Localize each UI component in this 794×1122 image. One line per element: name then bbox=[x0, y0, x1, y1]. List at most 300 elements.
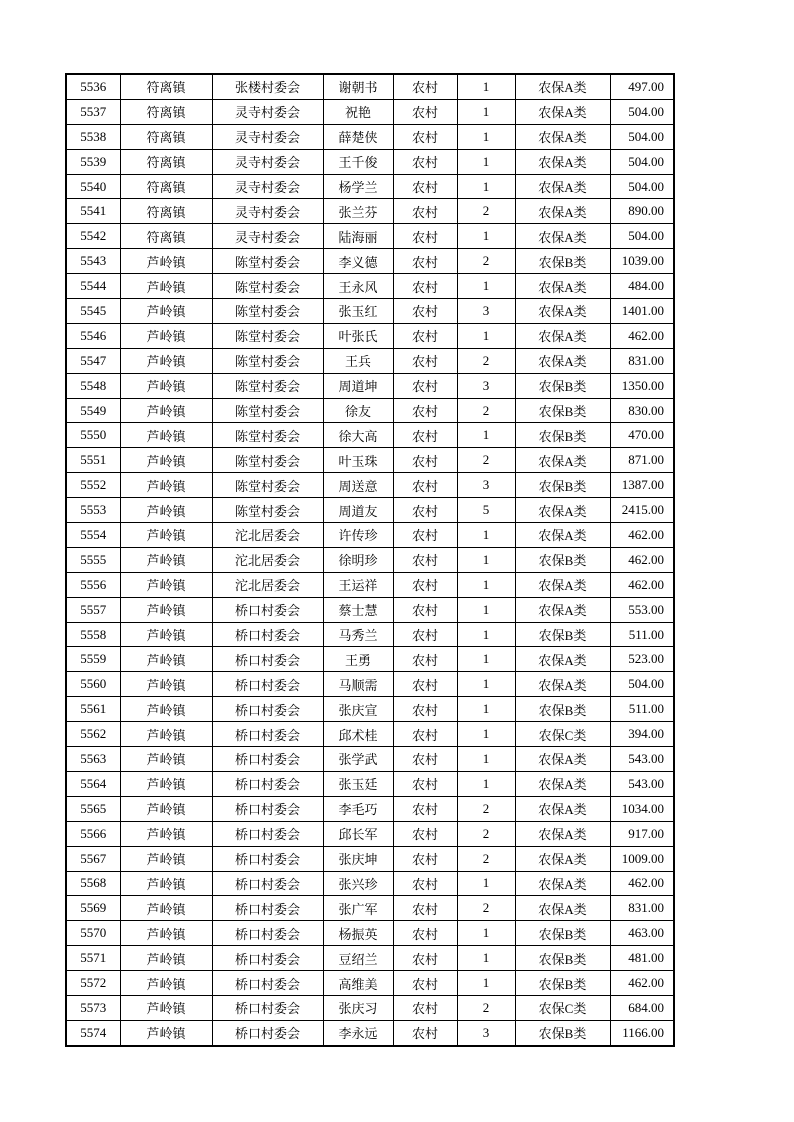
cell-village-committee: 桥口村委会 bbox=[212, 995, 323, 1020]
cell-person-name: 陆海丽 bbox=[323, 224, 393, 249]
cell-insurance-category: 农保A类 bbox=[515, 672, 610, 697]
cell-amount: 504.00 bbox=[610, 124, 674, 149]
cell-person-count: 2 bbox=[457, 199, 515, 224]
cell-person-count: 1 bbox=[457, 323, 515, 348]
cell-person-name: 张广军 bbox=[323, 896, 393, 921]
table-row bbox=[66, 274, 674, 299]
table-row bbox=[66, 647, 674, 672]
cell-serial-number: 5561 bbox=[66, 697, 120, 722]
cell-serial-number: 5570 bbox=[66, 921, 120, 946]
cell-serial-number: 5562 bbox=[66, 722, 120, 747]
cell-person-name: 高维美 bbox=[323, 971, 393, 996]
cell-household-type: 农村 bbox=[393, 74, 457, 99]
cell-village-committee: 陈堂村委会 bbox=[212, 299, 323, 324]
table-row bbox=[66, 921, 674, 946]
cell-town: 芦岭镇 bbox=[120, 274, 212, 299]
cell-household-type: 农村 bbox=[393, 249, 457, 274]
cell-person-count: 2 bbox=[457, 846, 515, 871]
cell-town: 芦岭镇 bbox=[120, 1020, 212, 1045]
cell-serial-number: 5543 bbox=[66, 249, 120, 274]
cell-person-name: 李义德 bbox=[323, 249, 393, 274]
table-row bbox=[66, 448, 674, 473]
cell-person-count: 3 bbox=[457, 373, 515, 398]
cell-serial-number: 5557 bbox=[66, 597, 120, 622]
cell-town: 符离镇 bbox=[120, 199, 212, 224]
cell-person-count: 1 bbox=[457, 423, 515, 448]
cell-serial-number: 5536 bbox=[66, 74, 120, 99]
cell-amount: 511.00 bbox=[610, 697, 674, 722]
cell-person-count: 1 bbox=[457, 622, 515, 647]
cell-serial-number: 5563 bbox=[66, 747, 120, 772]
cell-household-type: 农村 bbox=[393, 323, 457, 348]
cell-person-name: 杨学兰 bbox=[323, 174, 393, 199]
cell-household-type: 农村 bbox=[393, 871, 457, 896]
cell-town: 芦岭镇 bbox=[120, 722, 212, 747]
cell-insurance-category: 农保A类 bbox=[515, 348, 610, 373]
cell-insurance-category: 农保A类 bbox=[515, 747, 610, 772]
cell-village-committee: 陈堂村委会 bbox=[212, 423, 323, 448]
table-row bbox=[66, 971, 674, 996]
cell-town: 符离镇 bbox=[120, 124, 212, 149]
table-row bbox=[66, 523, 674, 548]
cell-person-name: 张兰芬 bbox=[323, 199, 393, 224]
cell-household-type: 农村 bbox=[393, 821, 457, 846]
cell-person-name: 谢朝书 bbox=[323, 74, 393, 99]
cell-serial-number: 5553 bbox=[66, 498, 120, 523]
cell-town: 符离镇 bbox=[120, 174, 212, 199]
cell-person-name: 叶张氏 bbox=[323, 323, 393, 348]
cell-amount: 831.00 bbox=[610, 896, 674, 921]
cell-insurance-category: 农保A类 bbox=[515, 224, 610, 249]
cell-village-committee: 灵寺村委会 bbox=[212, 199, 323, 224]
cell-insurance-category: 农保A类 bbox=[515, 896, 610, 921]
cell-person-count: 1 bbox=[457, 871, 515, 896]
cell-person-name: 张学武 bbox=[323, 747, 393, 772]
cell-serial-number: 5560 bbox=[66, 672, 120, 697]
cell-serial-number: 5564 bbox=[66, 771, 120, 796]
cell-amount: 504.00 bbox=[610, 149, 674, 174]
cell-insurance-category: 农保A类 bbox=[515, 523, 610, 548]
cell-town: 芦岭镇 bbox=[120, 473, 212, 498]
cell-person-count: 2 bbox=[457, 448, 515, 473]
cell-person-count: 1 bbox=[457, 697, 515, 722]
cell-village-committee: 桥口村委会 bbox=[212, 771, 323, 796]
cell-person-name: 马秀兰 bbox=[323, 622, 393, 647]
table-row bbox=[66, 373, 674, 398]
cell-serial-number: 5542 bbox=[66, 224, 120, 249]
table-row bbox=[66, 771, 674, 796]
cell-village-committee: 陈堂村委会 bbox=[212, 373, 323, 398]
cell-village-committee: 灵寺村委会 bbox=[212, 99, 323, 124]
cell-person-name: 徐大高 bbox=[323, 423, 393, 448]
cell-serial-number: 5574 bbox=[66, 1020, 120, 1045]
cell-person-name: 张兴珍 bbox=[323, 871, 393, 896]
cell-person-name: 许传珍 bbox=[323, 523, 393, 548]
cell-village-committee: 桥口村委会 bbox=[212, 896, 323, 921]
cell-amount: 484.00 bbox=[610, 274, 674, 299]
cell-amount: 394.00 bbox=[610, 722, 674, 747]
cell-serial-number: 5568 bbox=[66, 871, 120, 896]
cell-insurance-category: 农保A类 bbox=[515, 124, 610, 149]
cell-insurance-category: 农保A类 bbox=[515, 846, 610, 871]
cell-person-count: 1 bbox=[457, 99, 515, 124]
cell-town: 芦岭镇 bbox=[120, 796, 212, 821]
cell-town: 芦岭镇 bbox=[120, 523, 212, 548]
cell-person-name: 徐明珍 bbox=[323, 547, 393, 572]
cell-person-count: 2 bbox=[457, 348, 515, 373]
cell-insurance-category: 农保A类 bbox=[515, 174, 610, 199]
table-row bbox=[66, 224, 674, 249]
table-row bbox=[66, 572, 674, 597]
cell-insurance-category: 农保C类 bbox=[515, 722, 610, 747]
cell-town: 芦岭镇 bbox=[120, 946, 212, 971]
cell-amount: 470.00 bbox=[610, 423, 674, 448]
cell-insurance-category: 农保C类 bbox=[515, 995, 610, 1020]
cell-person-count: 2 bbox=[457, 821, 515, 846]
cell-serial-number: 5565 bbox=[66, 796, 120, 821]
table-row bbox=[66, 995, 674, 1020]
cell-person-count: 1 bbox=[457, 722, 515, 747]
cell-serial-number: 5552 bbox=[66, 473, 120, 498]
cell-town: 芦岭镇 bbox=[120, 547, 212, 572]
cell-town: 芦岭镇 bbox=[120, 423, 212, 448]
cell-insurance-category: 农保A类 bbox=[515, 448, 610, 473]
cell-person-name: 王千俊 bbox=[323, 149, 393, 174]
cell-amount: 830.00 bbox=[610, 398, 674, 423]
cell-village-committee: 沱北居委会 bbox=[212, 547, 323, 572]
cell-household-type: 农村 bbox=[393, 547, 457, 572]
cell-serial-number: 5538 bbox=[66, 124, 120, 149]
cell-town: 芦岭镇 bbox=[120, 597, 212, 622]
cell-person-count: 1 bbox=[457, 597, 515, 622]
cell-village-committee: 陈堂村委会 bbox=[212, 473, 323, 498]
cell-serial-number: 5547 bbox=[66, 348, 120, 373]
cell-town: 芦岭镇 bbox=[120, 672, 212, 697]
cell-amount: 1166.00 bbox=[610, 1020, 674, 1045]
cell-person-name: 叶玉珠 bbox=[323, 448, 393, 473]
cell-person-count: 1 bbox=[457, 647, 515, 672]
cell-village-committee: 桥口村委会 bbox=[212, 1020, 323, 1045]
cell-amount: 871.00 bbox=[610, 448, 674, 473]
table-row bbox=[66, 423, 674, 448]
cell-insurance-category: 农保B类 bbox=[515, 423, 610, 448]
cell-person-name: 王兵 bbox=[323, 348, 393, 373]
cell-person-count: 1 bbox=[457, 747, 515, 772]
cell-amount: 890.00 bbox=[610, 199, 674, 224]
table-body bbox=[66, 74, 674, 1046]
cell-person-count: 3 bbox=[457, 473, 515, 498]
cell-insurance-category: 农保A类 bbox=[515, 99, 610, 124]
cell-amount: 831.00 bbox=[610, 348, 674, 373]
table-row bbox=[66, 74, 674, 99]
cell-village-committee: 陈堂村委会 bbox=[212, 398, 323, 423]
cell-person-count: 1 bbox=[457, 174, 515, 199]
cell-amount: 462.00 bbox=[610, 547, 674, 572]
cell-household-type: 农村 bbox=[393, 448, 457, 473]
cell-village-committee: 桥口村委会 bbox=[212, 921, 323, 946]
cell-person-name: 徐友 bbox=[323, 398, 393, 423]
cell-amount: 1350.00 bbox=[610, 373, 674, 398]
cell-insurance-category: 农保A类 bbox=[515, 597, 610, 622]
cell-household-type: 农村 bbox=[393, 124, 457, 149]
cell-amount: 2415.00 bbox=[610, 498, 674, 523]
cell-village-committee: 张楼村委会 bbox=[212, 74, 323, 99]
cell-insurance-category: 农保A类 bbox=[515, 149, 610, 174]
cell-person-count: 1 bbox=[457, 672, 515, 697]
cell-person-name: 马顺需 bbox=[323, 672, 393, 697]
cell-person-name: 周道友 bbox=[323, 498, 393, 523]
cell-serial-number: 5559 bbox=[66, 647, 120, 672]
cell-town: 芦岭镇 bbox=[120, 622, 212, 647]
cell-town: 芦岭镇 bbox=[120, 398, 212, 423]
cell-amount: 504.00 bbox=[610, 672, 674, 697]
cell-serial-number: 5554 bbox=[66, 523, 120, 548]
cell-town: 符离镇 bbox=[120, 74, 212, 99]
cell-amount: 684.00 bbox=[610, 995, 674, 1020]
cell-town: 芦岭镇 bbox=[120, 921, 212, 946]
cell-insurance-category: 农保A类 bbox=[515, 274, 610, 299]
cell-person-name: 张玉廷 bbox=[323, 771, 393, 796]
cell-household-type: 农村 bbox=[393, 99, 457, 124]
cell-village-committee: 灵寺村委会 bbox=[212, 174, 323, 199]
cell-amount: 462.00 bbox=[610, 871, 674, 896]
table-row bbox=[66, 846, 674, 871]
cell-insurance-category: 农保B类 bbox=[515, 971, 610, 996]
cell-household-type: 农村 bbox=[393, 423, 457, 448]
table-row bbox=[66, 299, 674, 324]
cell-town: 符离镇 bbox=[120, 149, 212, 174]
table-row bbox=[66, 249, 674, 274]
cell-household-type: 农村 bbox=[393, 373, 457, 398]
cell-insurance-category: 农保A类 bbox=[515, 199, 610, 224]
cell-town: 芦岭镇 bbox=[120, 323, 212, 348]
cell-household-type: 农村 bbox=[393, 672, 457, 697]
cell-person-count: 2 bbox=[457, 995, 515, 1020]
table-row bbox=[66, 946, 674, 971]
cell-insurance-category: 农保A类 bbox=[515, 771, 610, 796]
cell-household-type: 农村 bbox=[393, 498, 457, 523]
table-row bbox=[66, 498, 674, 523]
cell-person-name: 豆绍兰 bbox=[323, 946, 393, 971]
cell-village-committee: 桥口村委会 bbox=[212, 622, 323, 647]
cell-household-type: 农村 bbox=[393, 224, 457, 249]
table-row bbox=[66, 323, 674, 348]
cell-village-committee: 灵寺村委会 bbox=[212, 149, 323, 174]
cell-insurance-category: 农保B类 bbox=[515, 398, 610, 423]
cell-person-count: 3 bbox=[457, 299, 515, 324]
cell-serial-number: 5546 bbox=[66, 323, 120, 348]
cell-village-committee: 桥口村委会 bbox=[212, 846, 323, 871]
cell-village-committee: 陈堂村委会 bbox=[212, 348, 323, 373]
cell-person-count: 1 bbox=[457, 74, 515, 99]
cell-village-committee: 桥口村委会 bbox=[212, 747, 323, 772]
cell-insurance-category: 农保B类 bbox=[515, 1020, 610, 1045]
table-row bbox=[66, 697, 674, 722]
cell-serial-number: 5566 bbox=[66, 821, 120, 846]
cell-insurance-category: 农保A类 bbox=[515, 871, 610, 896]
table-row bbox=[66, 672, 674, 697]
cell-town: 芦岭镇 bbox=[120, 572, 212, 597]
cell-person-count: 1 bbox=[457, 771, 515, 796]
cell-village-committee: 陈堂村委会 bbox=[212, 498, 323, 523]
cell-household-type: 农村 bbox=[393, 697, 457, 722]
cell-town: 芦岭镇 bbox=[120, 896, 212, 921]
cell-person-name: 祝艳 bbox=[323, 99, 393, 124]
cell-town: 芦岭镇 bbox=[120, 373, 212, 398]
cell-serial-number: 5541 bbox=[66, 199, 120, 224]
cell-household-type: 农村 bbox=[393, 771, 457, 796]
cell-serial-number: 5569 bbox=[66, 896, 120, 921]
cell-person-count: 2 bbox=[457, 398, 515, 423]
cell-person-name: 蔡士慧 bbox=[323, 597, 393, 622]
table-row bbox=[66, 622, 674, 647]
cell-person-count: 1 bbox=[457, 224, 515, 249]
cell-insurance-category: 农保A类 bbox=[515, 796, 610, 821]
cell-village-committee: 桥口村委会 bbox=[212, 722, 323, 747]
cell-insurance-category: 农保B类 bbox=[515, 921, 610, 946]
cell-person-name: 张庆习 bbox=[323, 995, 393, 1020]
cell-amount: 1387.00 bbox=[610, 473, 674, 498]
cell-village-committee: 陈堂村委会 bbox=[212, 274, 323, 299]
cell-serial-number: 5540 bbox=[66, 174, 120, 199]
cell-amount: 511.00 bbox=[610, 622, 674, 647]
cell-amount: 462.00 bbox=[610, 323, 674, 348]
cell-town: 芦岭镇 bbox=[120, 771, 212, 796]
cell-amount: 1401.00 bbox=[610, 299, 674, 324]
cell-person-name: 薛楚侠 bbox=[323, 124, 393, 149]
table-row bbox=[66, 348, 674, 373]
benefits-table bbox=[65, 73, 675, 1047]
cell-household-type: 农村 bbox=[393, 796, 457, 821]
cell-town: 芦岭镇 bbox=[120, 971, 212, 996]
table-row bbox=[66, 174, 674, 199]
table-row bbox=[66, 871, 674, 896]
table-row bbox=[66, 149, 674, 174]
cell-town: 芦岭镇 bbox=[120, 846, 212, 871]
cell-household-type: 农村 bbox=[393, 896, 457, 921]
cell-insurance-category: 农保A类 bbox=[515, 498, 610, 523]
cell-amount: 462.00 bbox=[610, 523, 674, 548]
cell-amount: 504.00 bbox=[610, 174, 674, 199]
cell-household-type: 农村 bbox=[393, 1020, 457, 1045]
cell-town: 芦岭镇 bbox=[120, 995, 212, 1020]
cell-town: 芦岭镇 bbox=[120, 821, 212, 846]
cell-amount: 504.00 bbox=[610, 224, 674, 249]
cell-household-type: 农村 bbox=[393, 149, 457, 174]
table-row bbox=[66, 722, 674, 747]
table-row bbox=[66, 747, 674, 772]
table-row bbox=[66, 398, 674, 423]
cell-person-count: 2 bbox=[457, 796, 515, 821]
cell-serial-number: 5571 bbox=[66, 946, 120, 971]
cell-town: 芦岭镇 bbox=[120, 299, 212, 324]
cell-village-committee: 灵寺村委会 bbox=[212, 124, 323, 149]
cell-amount: 917.00 bbox=[610, 821, 674, 846]
cell-person-name: 张玉红 bbox=[323, 299, 393, 324]
cell-person-count: 1 bbox=[457, 572, 515, 597]
cell-person-name: 张庆坤 bbox=[323, 846, 393, 871]
cell-person-name: 周送意 bbox=[323, 473, 393, 498]
cell-town: 芦岭镇 bbox=[120, 348, 212, 373]
table-row bbox=[66, 473, 674, 498]
cell-amount: 463.00 bbox=[610, 921, 674, 946]
cell-village-committee: 桥口村委会 bbox=[212, 796, 323, 821]
cell-town: 芦岭镇 bbox=[120, 747, 212, 772]
table-row bbox=[66, 199, 674, 224]
cell-insurance-category: 农保A类 bbox=[515, 821, 610, 846]
cell-serial-number: 5556 bbox=[66, 572, 120, 597]
cell-village-committee: 桥口村委会 bbox=[212, 672, 323, 697]
cell-person-name: 李永远 bbox=[323, 1020, 393, 1045]
cell-town: 芦岭镇 bbox=[120, 448, 212, 473]
cell-household-type: 农村 bbox=[393, 174, 457, 199]
cell-person-count: 1 bbox=[457, 971, 515, 996]
cell-village-committee: 桥口村委会 bbox=[212, 647, 323, 672]
cell-insurance-category: 农保A类 bbox=[515, 74, 610, 99]
cell-person-count: 1 bbox=[457, 523, 515, 548]
cell-person-name: 周道坤 bbox=[323, 373, 393, 398]
cell-household-type: 农村 bbox=[393, 747, 457, 772]
cell-household-type: 农村 bbox=[393, 199, 457, 224]
table-row bbox=[66, 896, 674, 921]
cell-serial-number: 5567 bbox=[66, 846, 120, 871]
cell-amount: 543.00 bbox=[610, 771, 674, 796]
cell-person-count: 3 bbox=[457, 1020, 515, 1045]
cell-insurance-category: 农保B类 bbox=[515, 373, 610, 398]
cell-insurance-category: 农保B类 bbox=[515, 622, 610, 647]
cell-household-type: 农村 bbox=[393, 572, 457, 597]
cell-household-type: 农村 bbox=[393, 348, 457, 373]
cell-insurance-category: 农保A类 bbox=[515, 572, 610, 597]
cell-insurance-category: 农保A类 bbox=[515, 323, 610, 348]
cell-town: 芦岭镇 bbox=[120, 647, 212, 672]
cell-village-committee: 桥口村委会 bbox=[212, 697, 323, 722]
cell-household-type: 农村 bbox=[393, 647, 457, 672]
cell-serial-number: 5572 bbox=[66, 971, 120, 996]
cell-village-committee: 桥口村委会 bbox=[212, 597, 323, 622]
cell-person-name: 王永风 bbox=[323, 274, 393, 299]
table-row bbox=[66, 99, 674, 124]
cell-household-type: 农村 bbox=[393, 597, 457, 622]
cell-town: 符离镇 bbox=[120, 224, 212, 249]
cell-insurance-category: 农保B类 bbox=[515, 473, 610, 498]
cell-serial-number: 5545 bbox=[66, 299, 120, 324]
cell-amount: 504.00 bbox=[610, 99, 674, 124]
cell-person-name: 邱长军 bbox=[323, 821, 393, 846]
table-row bbox=[66, 547, 674, 572]
cell-village-committee: 陈堂村委会 bbox=[212, 448, 323, 473]
cell-person-name: 杨振英 bbox=[323, 921, 393, 946]
cell-insurance-category: 农保B类 bbox=[515, 249, 610, 274]
cell-insurance-category: 农保A类 bbox=[515, 647, 610, 672]
cell-village-committee: 沱北居委会 bbox=[212, 523, 323, 548]
cell-person-count: 1 bbox=[457, 124, 515, 149]
cell-household-type: 农村 bbox=[393, 971, 457, 996]
cell-serial-number: 5539 bbox=[66, 149, 120, 174]
cell-serial-number: 5549 bbox=[66, 398, 120, 423]
cell-insurance-category: 农保B类 bbox=[515, 697, 610, 722]
cell-village-committee: 桥口村委会 bbox=[212, 971, 323, 996]
cell-insurance-category: 农保B类 bbox=[515, 946, 610, 971]
cell-household-type: 农村 bbox=[393, 274, 457, 299]
cell-household-type: 农村 bbox=[393, 946, 457, 971]
cell-person-count: 2 bbox=[457, 896, 515, 921]
cell-person-name: 张庆宣 bbox=[323, 697, 393, 722]
cell-town: 芦岭镇 bbox=[120, 697, 212, 722]
cell-household-type: 农村 bbox=[393, 299, 457, 324]
cell-serial-number: 5555 bbox=[66, 547, 120, 572]
cell-person-count: 5 bbox=[457, 498, 515, 523]
